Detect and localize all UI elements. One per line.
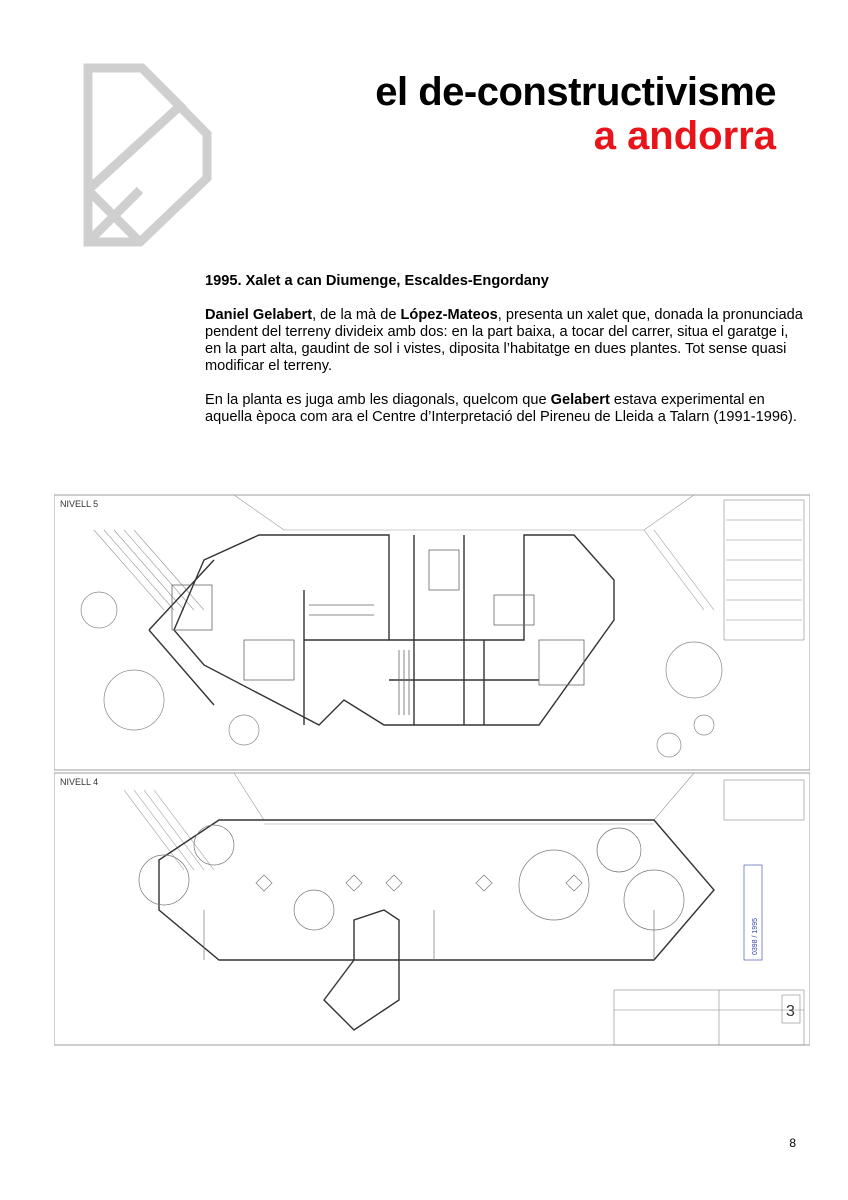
page-title <box>375 70 776 158</box>
paragraph-1 <box>205 307 805 375</box>
p1-run: , de la mà de <box>312 307 401 323</box>
level-label-bottom: NIVELL 4 <box>60 777 99 787</box>
p1-run: Daniel Gelabert <box>205 307 313 323</box>
deconstructed-house-outline-icon <box>88 68 207 242</box>
p2-run: Gelabert <box>550 392 610 408</box>
level-label-top: NIVELL 5 <box>60 499 99 509</box>
page-number: 8 <box>789 1136 796 1150</box>
p1-run: , presenta un xalet que, donada la pronunciada pendent del terreny divideix amb dos: en la part baixa, a tocar del carrer, situa el garatge i, en la part alta, gaudint de sol i vistes, diposita l’habitatge en dues plantes. Tot sense quasi modificar el terreny. <box>205 307 803 374</box>
p2-run: En la planta es juga amb les diagonals, quelcom que <box>205 392 551 408</box>
paragraph-2 <box>205 392 805 426</box>
title-line-2: a andorra <box>593 114 776 158</box>
logo <box>80 60 215 250</box>
article-heading: 1995. Xalet a can Diumenge, Escaldes-Engordany <box>205 273 549 289</box>
floor-plan-drawing <box>54 490 810 1050</box>
stamp-text: 0398 / 1995 <box>752 918 759 955</box>
title-line-1: el de-constructivisme <box>375 70 776 114</box>
article <box>205 273 805 443</box>
p1-run: López-Mateos <box>400 307 498 323</box>
sheet-number: 3 <box>786 1003 795 1020</box>
p2-run: estava experimental en aquella època com ara el Centre d’Interpretació del Pireneu de Lleida a Talarn (1991-1996). <box>205 392 797 425</box>
